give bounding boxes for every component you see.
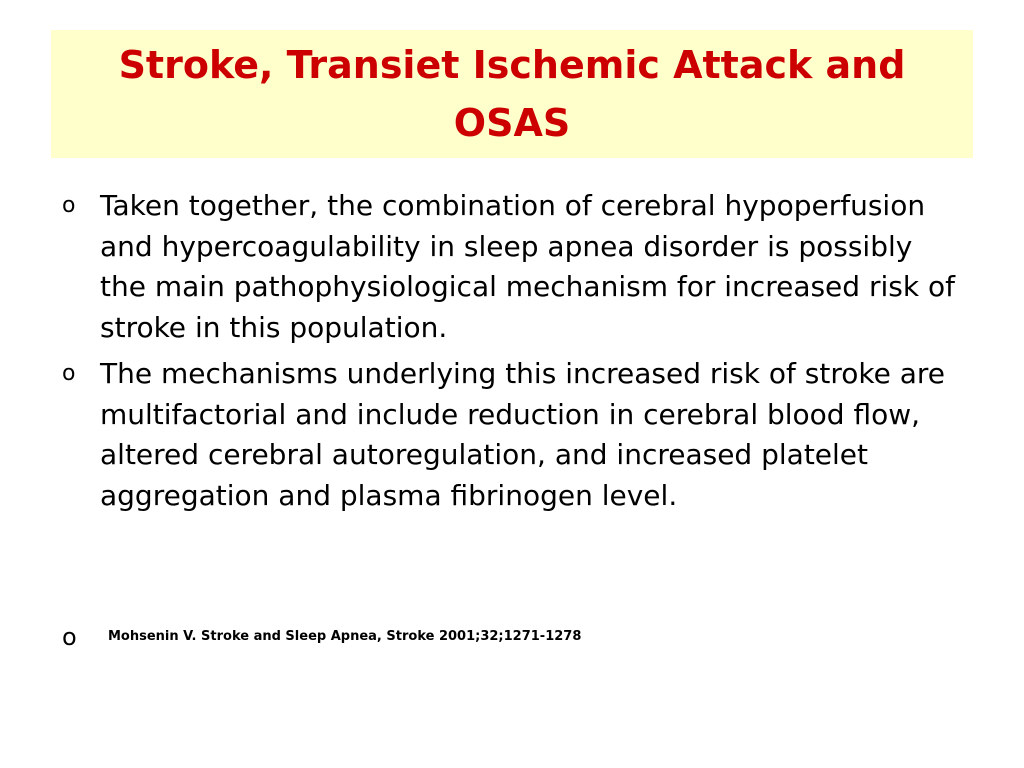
circle-bullet-icon: o	[62, 193, 76, 218]
bullet-text: Taken together, the combination of cerebral hypoperfusion and hypercoagulability in sleep apnea disorder is possibly the main pathophysiological mechanism for increased risk of stroke in this population.	[100, 189, 955, 344]
slide-title: Stroke, Transiet Ischemic Attack and OSAS	[118, 43, 906, 145]
reference	[62, 624, 962, 650]
reference-citation: Mohsenin V. Stroke and Sleep Apnea, Stroke 2001;32;1271-1278	[108, 629, 582, 644]
circle-bullet-icon: o	[62, 361, 76, 386]
bullet-list	[62, 186, 962, 522]
bullet-item	[62, 186, 962, 348]
circle-bullet-icon: o	[62, 623, 77, 651]
title-banner	[51, 30, 973, 158]
bullet-text: The mechanisms underlying this increased risk of stroke are multifactorial and include reduction in cerebral blood flow, altered cerebral autoregulation, and increased platelet aggregation and plasma fibrinogen level.	[100, 357, 945, 512]
bullet-item	[62, 354, 962, 516]
